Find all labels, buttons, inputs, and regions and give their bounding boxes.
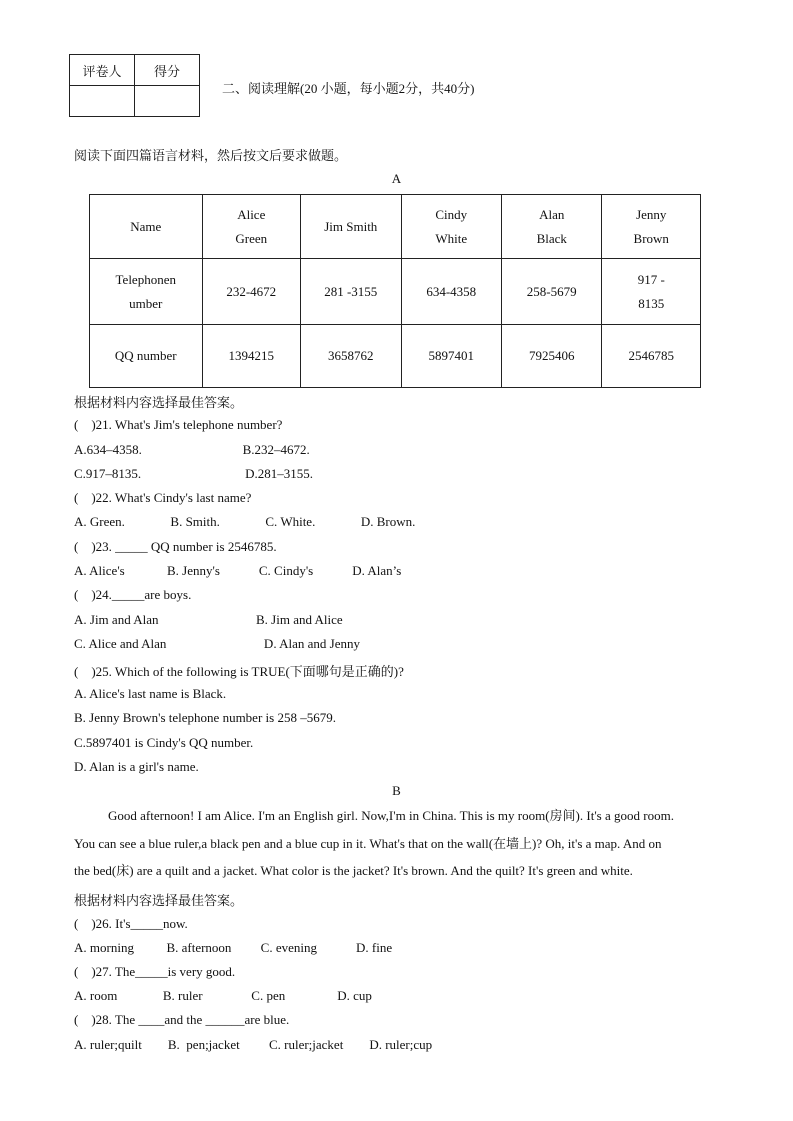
table-cell: 2546785 (602, 325, 701, 388)
answer-options: B. Jenny Brown's telephone number is 258 –5679. (74, 710, 336, 725)
answer-options: A. morning B. afternoon C. evening D. fine (74, 940, 393, 955)
passage-b-label: B (392, 783, 401, 798)
reviewer-label: 评卷人 (70, 55, 135, 86)
passage-b-paragraph (74, 802, 724, 885)
question-stem: ( )27. The_____is very good. (74, 964, 236, 979)
section-title: 二、阅读理解(20 小题，每小题2分，共40分) (222, 81, 475, 96)
question-stem: ( )21. What's Jim's telephone number? (74, 417, 283, 432)
reviewer-cell[interactable] (70, 86, 135, 117)
table-cell: 258-5679 (501, 259, 601, 325)
contact-table (89, 194, 701, 388)
header-cell: Jenny Brown (602, 195, 701, 259)
question-stem: ( )24._____are boys. (74, 587, 192, 602)
score-cell[interactable] (135, 86, 200, 117)
passage-a-label: A (391, 171, 402, 186)
answer-options: A. Green. B. Smith. C. White. D. Brown. (74, 514, 416, 529)
table-cell: 917 - 8135 (602, 259, 701, 325)
instructions: 阅读下面四篇语言材料，然后按文后要求做题。 (74, 148, 348, 163)
table-cell: 281 -3155 (301, 259, 401, 325)
table-cell: 634-4358 (401, 259, 501, 325)
header-cell: Name (90, 195, 203, 259)
answer-options: A. room B. ruler C. pen D. cup (74, 988, 372, 1003)
paragraph-line: Good afternoon! I am Alice. I'm an English girl. Now,I'm in China. This is my room(房间). It's a good room. (108, 808, 674, 823)
answer-options: C.5897401 is Cindy's QQ number. (74, 734, 254, 750)
table-cell: 3658762 (301, 325, 401, 388)
answer-options: C.917–8135. D.281–3155. (74, 466, 314, 481)
table-cell: 232-4672 (202, 259, 301, 325)
table-cell: Telephonen umber (90, 259, 203, 325)
table-header-row (90, 195, 701, 259)
answer-options: A. Alice's last name is Black. (74, 685, 227, 701)
header-cell: Jim Smith (301, 195, 401, 259)
table-cell: 1394215 (202, 325, 301, 388)
answer-options: A. Jim and Alan B. Jim and Alice (74, 611, 343, 627)
table-cell: QQ number (90, 325, 203, 388)
table-row (90, 325, 701, 388)
table-cell: 7925406 (501, 325, 601, 388)
table-row (90, 259, 701, 325)
passage-b-instruction: 根据材料内容选择最佳答案。 (74, 893, 244, 908)
answer-options: A.634–4358. B.232–4672. (74, 441, 310, 457)
passage-a-instruction: 根据材料内容选择最佳答案。 (74, 395, 244, 410)
paragraph-line: You can see a blue ruler,a black pen and a blue cup in it. What's that on the wall(在墙上)? Oh, it's a map. And on (74, 835, 662, 851)
answer-options: A. ruler;quilt B. pen;jacket C. ruler;jacket D. ruler;cup (74, 1036, 433, 1052)
answer-options: C. Alice and Alan D. Alan and Jenny (74, 636, 360, 651)
header-cell: Alan Black (501, 195, 601, 259)
score-label: 得分 (135, 55, 200, 86)
header-cell: Cindy White (401, 195, 501, 259)
question-stem: ( )25. Which of the following is TRUE(下面哪句是正确的)? (74, 663, 404, 679)
question-stem: ( )23. _____ QQ number is 2546785. (74, 538, 277, 554)
answer-options: D. Alan is a girl's name. (74, 759, 199, 774)
question-stem: ( )28. The ____and the ______are blue. (74, 1012, 290, 1027)
question-stem: ( )26. It's_____now. (74, 916, 188, 931)
score-box (69, 54, 200, 117)
paragraph-line: the bed(床) are a quilt and a jacket. What color is the jacket? It's brown. And the quilt? It's green and white. (74, 863, 633, 878)
header-cell: Alice Green (202, 195, 301, 259)
answer-options: A. Alice's B. Jenny's C. Cindy's D. Alan’s (74, 562, 402, 578)
table-cell: 5897401 (401, 325, 501, 388)
question-stem: ( )22. What's Cindy's last name? (74, 490, 252, 505)
